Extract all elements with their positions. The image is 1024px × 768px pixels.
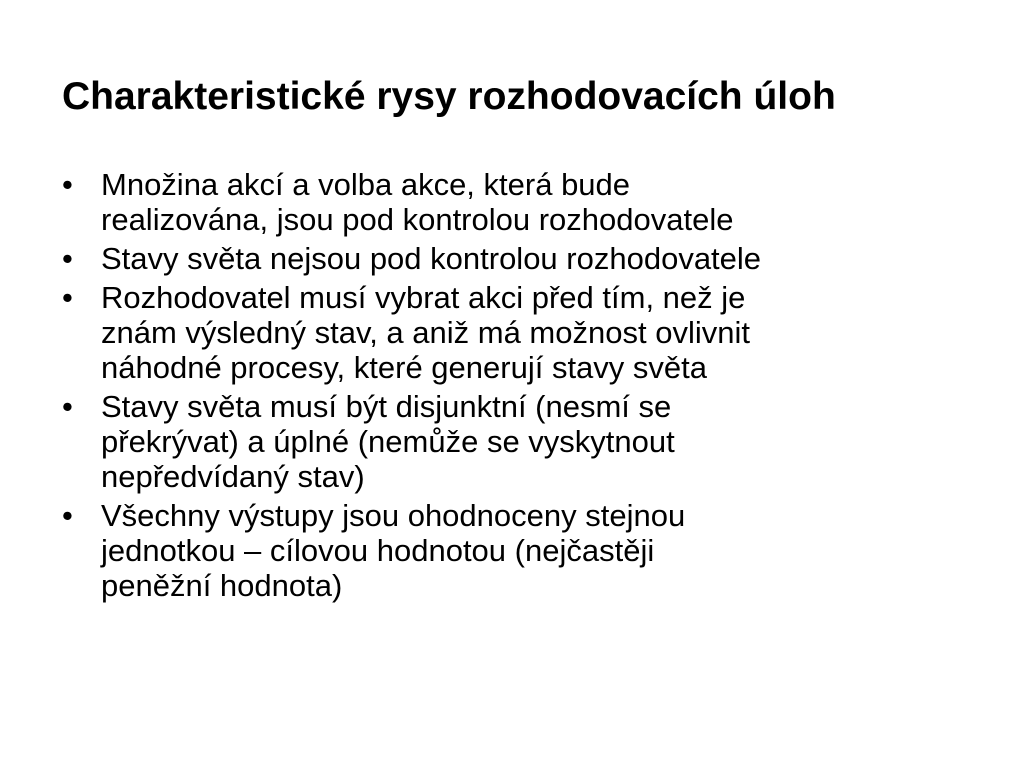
bullet-marker: • [62,498,73,533]
bullet-line: jednotkou – cílovou hodnotou (nejčastěji [101,533,655,568]
bullet-marker: • [62,241,73,276]
bullet-line: Stavy světa musí být disjunktní (nesmí se [101,389,672,424]
bullet-item-5 [62,498,972,603]
bullet-list [62,167,972,607]
bullet-line: nepředvídaný stav) [101,459,365,494]
bullet-line: realizována, jsou pod kontrolou rozhodovatele [101,202,734,237]
bullet-line: Stavy světa nejsou pod kontrolou rozhodovatele [101,241,762,276]
bullet-item-1 [62,167,972,237]
bullet-line: Množina akcí a volba akce, která bude [101,167,631,202]
bullet-line: Rozhodovatel musí vybrat akci před tím, než je [101,280,746,315]
bullet-marker: • [62,280,73,315]
bullet-line: náhodné procesy, které generují stavy světa [101,350,707,385]
bullet-marker: • [62,167,73,202]
bullet-marker: • [62,389,73,424]
bullet-item-3 [62,280,972,385]
bullet-item-2 [62,241,972,276]
bullet-line: Všechny výstupy jsou ohodnoceny stejnou [101,498,686,533]
slide-title: Charakteristické rysy rozhodovacích úloh [62,75,836,118]
bullet-item-4 [62,389,972,494]
bullet-line: peněžní hodnota) [101,568,343,603]
bullet-line: znám výsledný stav, a aniž má možnost ovlivnit [101,315,750,350]
bullet-line: překrývat) a úplné (nemůže se vyskytnout [101,424,675,459]
